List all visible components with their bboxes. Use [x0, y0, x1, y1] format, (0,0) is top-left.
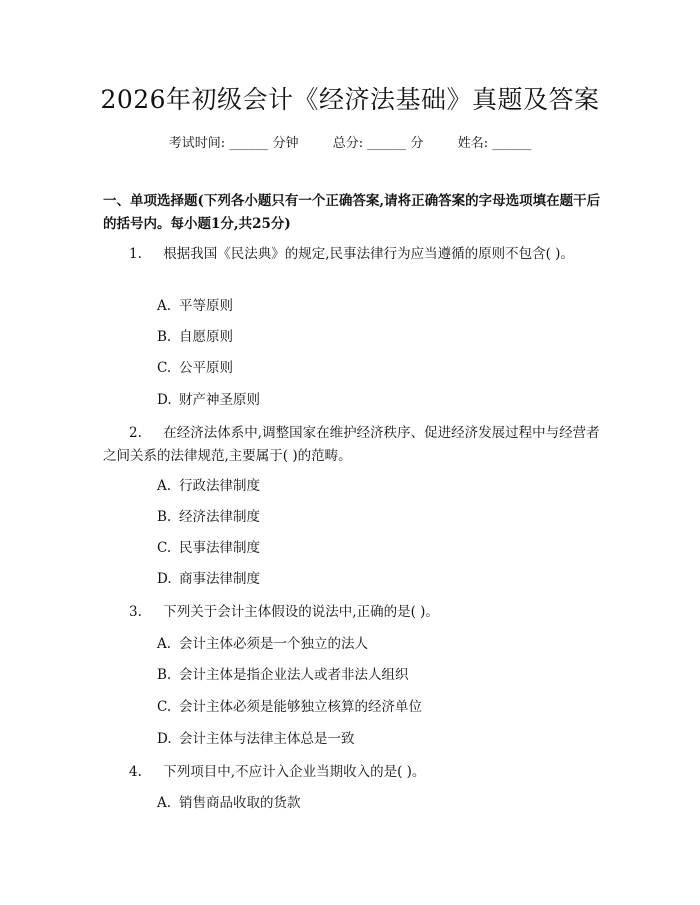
option-text: 行政法律制度: [179, 478, 260, 494]
question-number: 4.: [129, 764, 142, 780]
question-stem: 下列关于会计主体假设的说法中,正确的是( )。: [163, 604, 439, 620]
name-blank: ______: [492, 136, 532, 151]
option-letter: C.: [157, 360, 172, 376]
option-1d: [157, 390, 260, 410]
option-2a: [157, 476, 260, 496]
option-text: 销售商品收取的货款: [179, 795, 301, 811]
option-letter: A.: [157, 795, 172, 811]
question-number: 2.: [129, 425, 142, 441]
option-text: 民事法律制度: [179, 540, 260, 556]
option-3d: [157, 729, 355, 749]
name-label: 姓名:: [457, 136, 489, 151]
question-number: 3.: [129, 604, 142, 620]
time-label: 考试时间:: [168, 136, 226, 151]
option-4a: [157, 793, 301, 813]
option-text: 会计主体与法律主体总是一致: [179, 731, 355, 747]
option-3b: [157, 665, 409, 685]
option-letter: D.: [157, 731, 172, 747]
question-number: 1.: [129, 246, 142, 262]
option-letter: A.: [157, 298, 172, 314]
exam-meta-line: [0, 132, 700, 151]
option-2c: [157, 538, 260, 558]
option-letter: B.: [157, 509, 172, 525]
option-text: 经济法律制度: [179, 509, 260, 525]
option-3a: [157, 634, 368, 654]
question-4: [103, 761, 603, 784]
document-title: 2026年初级会计《经济法基础》真题及答案: [100, 85, 600, 114]
option-1a: [157, 296, 233, 316]
option-letter: D.: [157, 571, 172, 587]
question-stem: 下列项目中,不应计入企业当期收入的是( )。: [163, 764, 426, 780]
option-text: 会计主体必须是能够独立核算的经济单位: [179, 699, 422, 715]
question-2: [103, 422, 603, 468]
time-blank: ______: [229, 136, 269, 151]
score-blank: ______: [367, 136, 407, 151]
section-heading: 一、单项选择题(下列各小题只有一个正确答案,请将正确答案的字母选项填在题干后的括号内。每小题1分,共25分): [103, 193, 601, 232]
option-text: 商事法律制度: [179, 571, 260, 587]
option-letter: C.: [157, 540, 172, 556]
option-3c: [157, 697, 422, 717]
score-unit: 分: [410, 136, 424, 151]
option-text: 会计主体必须是一个独立的法人: [179, 636, 368, 652]
option-text: 公平原则: [179, 360, 233, 376]
option-2b: [157, 507, 260, 527]
option-letter: C.: [157, 699, 172, 715]
time-unit: 分钟: [272, 136, 299, 151]
option-1c: [157, 358, 233, 378]
option-1b: [157, 327, 233, 347]
option-2d: [157, 569, 260, 589]
option-letter: A.: [157, 478, 172, 494]
score-label: 总分:: [332, 136, 364, 151]
option-text: 财产神圣原则: [179, 392, 260, 408]
option-letter: D.: [157, 392, 172, 408]
question-3: [103, 601, 603, 624]
question-stem: 根据我国《民法典》的规定,民事法律行为应当遵循的原则不包含( )。: [163, 246, 574, 262]
option-letter: B.: [157, 667, 172, 683]
option-text: 会计主体是指企业法人或者非法人组织: [179, 667, 409, 683]
option-text: 平等原则: [179, 298, 233, 314]
option-letter: B.: [157, 329, 172, 345]
question-stem: 在经济法体系中,调整国家在维护经济秩序、促进经济发展过程中与经营者之间关系的法律规范,主要属于( )的范畴。: [103, 425, 600, 464]
question-1: [103, 243, 603, 266]
option-letter: A.: [157, 636, 172, 652]
option-text: 自愿原则: [179, 329, 233, 345]
